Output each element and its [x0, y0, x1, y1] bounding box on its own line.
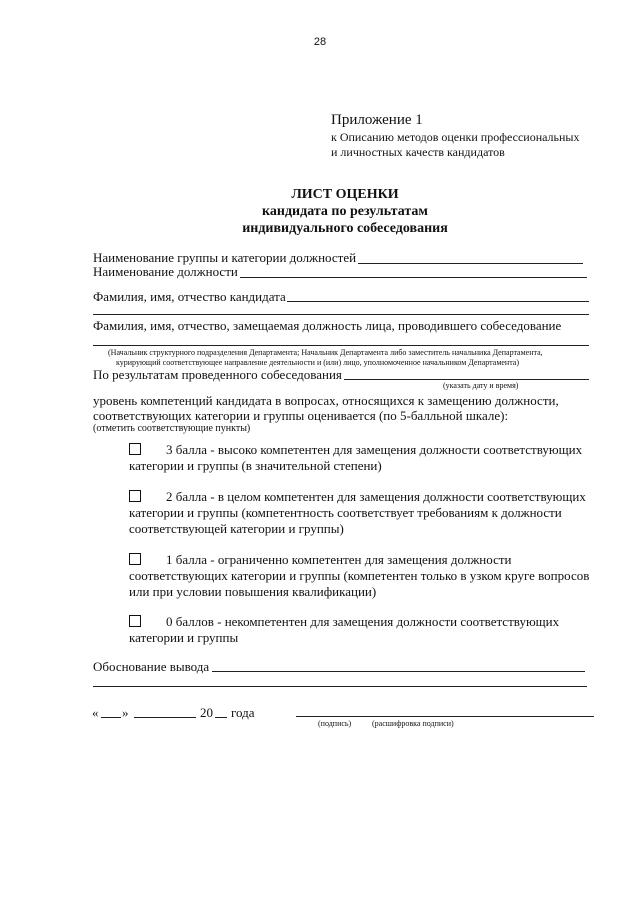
- form-subtitle-1: кандидата по результатам: [262, 204, 428, 219]
- position-line[interactable]: [240, 277, 587, 278]
- option-2-line-2: категории и группы (компетентность соответствует требованиям к должности: [129, 505, 562, 520]
- option-0-line-1: 0 баллов - некомпетентен для замещения должности соответствующих: [166, 614, 560, 629]
- year-prefix: 20: [200, 705, 213, 720]
- checkbox-1-point[interactable]: [129, 553, 141, 565]
- interviewer-line[interactable]: [93, 345, 589, 346]
- signature-note: (подпись): [318, 719, 352, 728]
- form-title: ЛИСТ ОЦЕНКИ: [291, 187, 399, 202]
- option-3-line-1: 3 балла - высоко компетентен для замещения должности соответствующих: [166, 442, 583, 457]
- option-1-line-1: 1 балла - ограниченно компетентен для замещения должности: [166, 552, 512, 567]
- checkbox-0-points[interactable]: [129, 615, 141, 627]
- conclusion-line[interactable]: [212, 671, 585, 672]
- candidate-name-line-2[interactable]: [93, 314, 589, 315]
- results-date-line[interactable]: [344, 379, 589, 380]
- checkbox-3-points[interactable]: [129, 443, 141, 455]
- option-1-line-3: или при условии повышения квалификации): [129, 584, 377, 599]
- date-note: (указать дату и время): [443, 381, 519, 390]
- day-line[interactable]: [101, 717, 121, 718]
- results-label: По результатам проведенного собеседования: [93, 367, 342, 382]
- year-suffix: года: [231, 705, 255, 720]
- level-text-2: соответствующих категории и группы оценивается (по 5-балльной шкале):: [93, 408, 509, 423]
- group-category-line[interactable]: [358, 263, 583, 264]
- option-2-line-3: соответствующей категории и группы): [129, 521, 344, 536]
- option-1-point: [129, 552, 589, 600]
- candidate-name-label: Фамилия, имя, отчество кандидата: [93, 289, 286, 304]
- interviewer-label: Фамилия, имя, отчество, замещаемая должность лица, проводившего собеседование: [93, 318, 562, 333]
- option-0-points: [129, 614, 559, 646]
- group-category-label: Наименование группы и категории должностей: [93, 250, 357, 265]
- appendix-title: Приложение 1: [331, 112, 423, 128]
- appendix-line-1: к Описанию методов оценки профессиональных: [331, 130, 580, 144]
- form-subtitle-2: индивидуального собеседования: [242, 221, 448, 236]
- conclusion-line-2[interactable]: [93, 686, 587, 687]
- interviewer-note-1: (Начальник структурного подразделения Департамента; Начальник Департамента либо заместитель начальника Департамента,: [108, 348, 543, 357]
- appendix-line-2: и личностных качеств кандидатов: [331, 145, 505, 159]
- option-3-line-2: категории и группы (в значительной степени): [129, 458, 382, 473]
- date-close-quote: »: [122, 705, 129, 720]
- option-3-points: [129, 442, 582, 474]
- page-number: 28: [313, 36, 327, 48]
- option-2-line-1: 2 балла - в целом компетентен для замещения должности соответствующих: [166, 489, 586, 504]
- level-text-1: уровень компетенций кандидата в вопросах, относящихся к замещению должности,: [93, 393, 559, 408]
- checkbox-2-points[interactable]: [129, 490, 141, 502]
- mark-note: (отметить соответствующие пункты): [93, 423, 251, 434]
- interviewer-note-2: курирующий соответствующее направление деятельности и (или) лицо, уполномоченное начальником Департамента): [116, 358, 520, 367]
- conclusion-label: Обоснование вывода: [93, 659, 210, 674]
- date-open-quote: «: [92, 705, 99, 720]
- signature-line[interactable]: [296, 716, 594, 717]
- position-label: Наименование должности: [93, 264, 238, 279]
- option-1-line-2: соответствующих категории и группы (компетентен только в узком круге вопросов: [129, 568, 590, 583]
- signature-decode-note: (расшифровка подписи): [372, 719, 454, 728]
- option-0-line-2: категории и группы: [129, 630, 239, 645]
- month-line[interactable]: [134, 717, 196, 718]
- option-2-points: [129, 489, 586, 537]
- candidate-name-line[interactable]: [287, 301, 589, 302]
- year-line[interactable]: [215, 717, 227, 718]
